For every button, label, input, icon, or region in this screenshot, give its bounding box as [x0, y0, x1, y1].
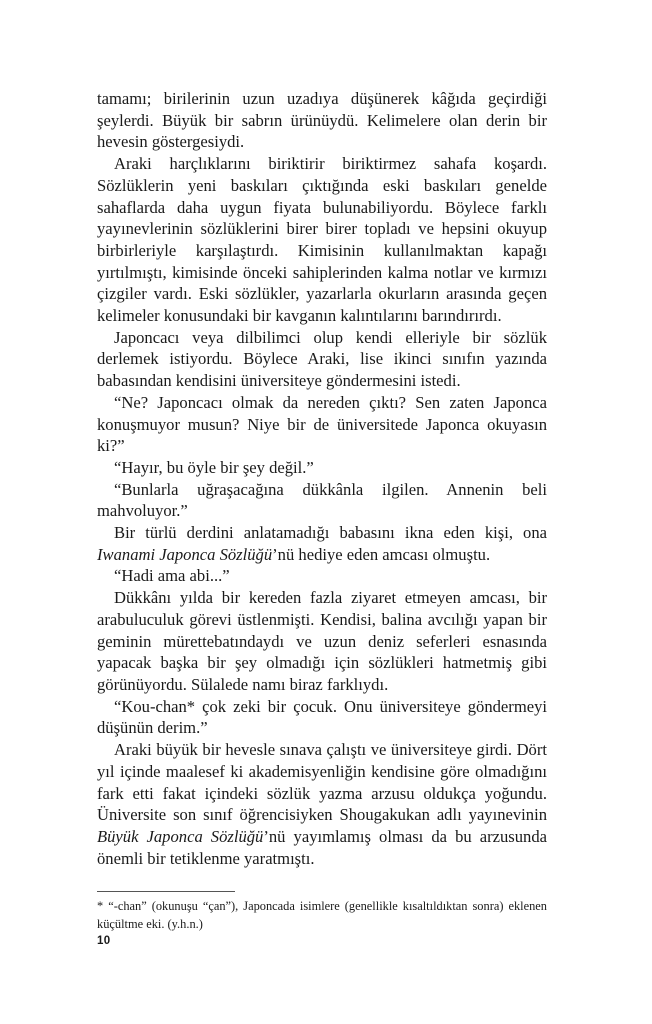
paragraph-2: Araki harçlıklarını biriktirir biriktirmez sahafa koşardı. Sözlüklerin yeni baskıları çıktığında eski baskıları genelde sahaflarda daha uygun fiyata bulunabiliyordu. Böylece farklı yayınevlerinin sözlüklerini birer birer topladı ve hepsini okuyup birbirleriyle karşılaştırdı. Kimisinin kullanılmaktan kapağı yırtılmıştı, kimisinde önceki sahiplerinden kalma notlar ve kırmızı çizgiler vardı. Eski sözlükler, yazarlarla okurların arasında geçen kelimeler konusundaki bir kavganın kalıntılarını barındırırdı.	[97, 154, 547, 326]
paragraph-8: “Hadi ama abi...”	[114, 566, 230, 586]
paragraph-11-text-start: Araki büyük bir hevesle sınava çalıştı ve üniversiteye girdi. Dört yıl içinde maalesef ki akademisyenliğin kendisine göre olmadığını fark etti fakat içindeki sözlük yazma arzusu oldukça yoğundu. Üniversite son sınıf öğrencisiyken Shougakukan adlı yayınevinin	[97, 740, 547, 825]
paragraph-7-text-end: ’nü hediye eden amcası olmuştu.	[272, 544, 491, 564]
paragraph-1: tamamı; birilerinin uzun uzadıya düşünerek kâğıda geçirdiği şeylerdi. Büyük bir sabrın ürünüydü. Kelimelere olan derin bir hevesin göstergesiydi.	[97, 89, 547, 152]
paragraph-10: “Kou-chan* çok zeki bir çocuk. Onu üniversiteye göndermeyi düşünün derim.”	[97, 696, 547, 738]
footnote-divider	[97, 891, 235, 892]
page-number: 10	[97, 935, 111, 947]
book-title-iwanami: Iwanami Japonca Sözlüğü	[97, 544, 273, 564]
paragraph-11-text-end: ’nü yayımlamış olması da bu arzusunda önemli bir tetiklenme yaratmıştı.	[97, 826, 547, 868]
paragraph-5: “Hayır, bu öyle bir şey değil.”	[114, 457, 314, 477]
footnote: * “-chan” (okunuşu “çan”), Japoncada isimlere (genellikle kısaltıldıktan sonra) eklenen küçültme eki. (y.h.n.)	[97, 899, 547, 931]
paragraph-4: “Ne? Japoncacı olmak da nereden çıktı? Sen zaten Japonca konuşmuyor musun? Niye bir de üniversitede Japonca okuyasın ki?”	[97, 392, 547, 456]
paragraph-11	[97, 739, 547, 869]
paragraph-9: Dükkânı yılda bir kereden fazla ziyaret etmeyen amcası, bir arabuluculuk görevi üstlenmişti. Kendisi, balina avcılığı yapan bir geminin mürettebatındaydı ve uzun deniz seferleri esnasında yapacak başka bir şey olmadığı için sözlükleri hatmetmiş gibi görünüyordu. Sülalede namı biraz farklıydı.	[97, 588, 547, 694]
paragraph-7-text-start: Bir türlü derdini anlatamadığı babasını ikna eden kişi, ona	[114, 523, 547, 543]
paragraph-6: “Bunlarla uğraşacağına dükkânla ilgilen. Annenin beli mahvoluyor.”	[97, 479, 547, 521]
paragraph-3: Japoncacı veya dilbilimci olup kendi elleriyle bir sözlük derlemek istiyordu. Böylece Araki, lise ikinci sınıfın yazında babasından kendisini üniversiteye göndermesini istedi.	[97, 327, 547, 391]
book-title-buyuk: Büyük Japonca Sözlüğü	[97, 826, 264, 846]
paragraph-7	[97, 522, 547, 565]
body-text	[97, 88, 547, 869]
